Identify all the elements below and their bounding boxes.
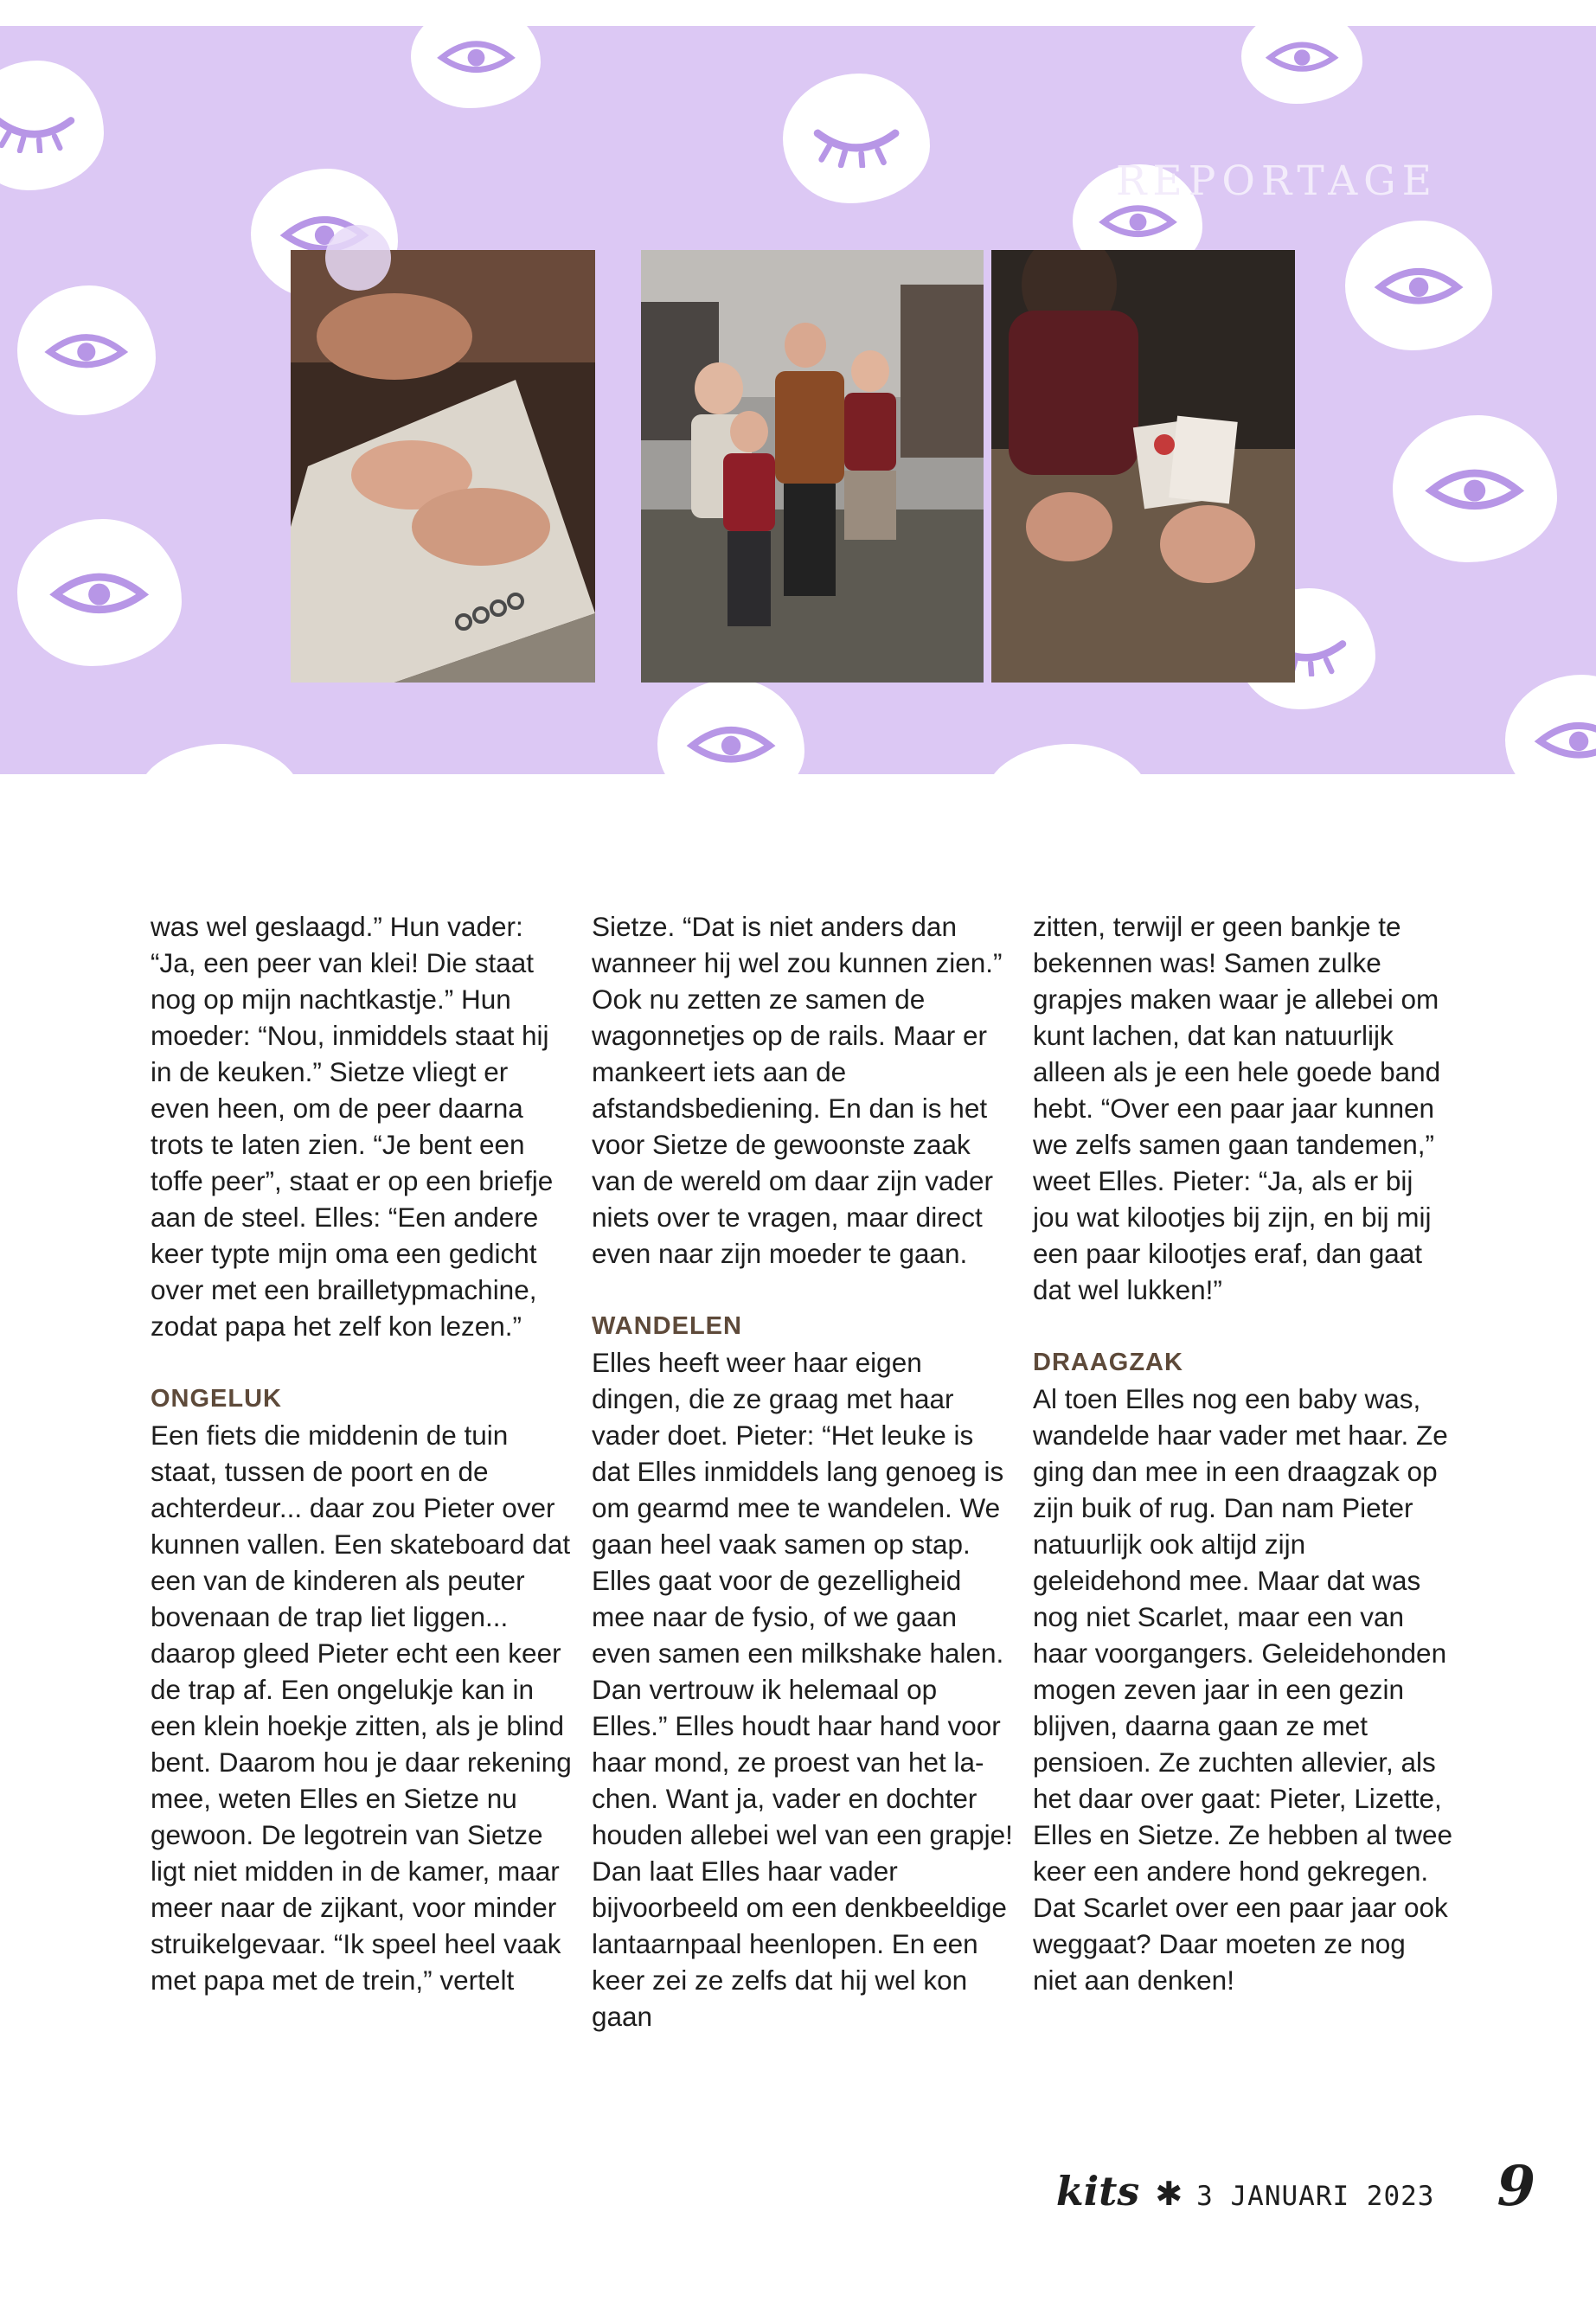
eye-blob — [17, 285, 156, 415]
open-eye-icon — [45, 560, 153, 625]
closed-eye-icon — [808, 109, 905, 167]
open-eye-icon — [683, 715, 779, 772]
article-column-2 — [592, 908, 1016, 2035]
section-heading: ONGELUK — [151, 1385, 282, 1413]
eye-blob — [1393, 415, 1557, 562]
issue-date: 3 JANUARI 2023 — [1196, 2181, 1435, 2212]
closed-eye-icon — [0, 98, 80, 152]
eye-blob — [657, 679, 804, 774]
paragraph: Elles heeft weer haar eigen dingen, die ze graag met haar vader doet. Pieter: “Het leuke is dat Elles inmiddels lang genoeg is om gearmd mee te wandelen. We gaan heel vaak samen op stap. Elles gaat voor de gezelligheid mee naar de fysio, of we gaan even samen een milkshake halen. Dan vertrouw ik helemaal op Elles.” Elles houdt haar hand voor haar mond, ze proest van het lachen. Want ja, vader en dochter houden allebei wel van een grapje! Dan laat Elles haar vader bijvoorbeeld om een denkbeeldige lantaarnpaal heenlopen. En een keer zei ze zelfs dat hij wel kon gaan — [592, 1347, 1013, 2032]
open-eye-icon — [41, 323, 132, 377]
open-eye-icon — [1420, 456, 1529, 521]
eye-blob — [783, 74, 930, 203]
article-column-3 — [1033, 908, 1457, 1998]
eye-blob — [138, 744, 303, 774]
closed-eye-icon — [166, 763, 274, 774]
paragraph: was wel geslaagd.” Hun vader: “Ja, een peer van klei! Die staat nog op mijn nachtkastje.” Hun moeder: “Nou, inmiddels staat hij in de keuken.” Sietze vliegt er even heen, om de peer daarna trots te laten zien. “Je bent een toffe peer”, staat er op een briefje aan de steel. Elles: “Een andere keer typte mijn oma een gedicht over met een brailletypmachine, zodat papa het zelf kon lezen.” — [151, 911, 554, 1342]
eye-blob — [986, 744, 1151, 774]
open-eye-icon — [1530, 710, 1596, 768]
closed-eye-icon — [1014, 763, 1122, 774]
paragraph: Sietze. “Dat is niet anders dan wanneer hij wel zou kunnen zien.” Ook nu zetten ze samen de wagonnetjes op de rails. Maar er mankeert iets aan de afstandsbediening. En dan is het voor Sietze de gewoonste zaak van de wereld om daar zijn vader niets over te vragen, maar direct even naar zijn moeder te gaan. — [592, 911, 1003, 1269]
paragraph: zitten, terwijl er geen bankje te bekennen was! Samen zulke grapjes maken waar je allebei om kunt lachen, dat kan natuurlijk alleen als je een hele goede band hebt. “Over een paar jaar kunnen we zelfs samen gaan tandemen,” weet Elles. Pieter: “Ja, als er bij jou wat kilootjes bij zijn, en bij mij een paar kilootjes eraf, dan gaat dat wel lukken!” — [1033, 911, 1441, 1305]
eye-blob — [0, 61, 104, 190]
article-column-1 — [151, 908, 574, 1998]
eye-blob — [1505, 675, 1596, 774]
photo-hands-braille-book — [291, 250, 595, 683]
section-heading: WANDELEN — [592, 1312, 742, 1340]
page-number: 9 — [1497, 2154, 1535, 2219]
open-eye-icon — [1262, 32, 1342, 80]
paragraph: Al toen Elles nog een baby was, wandelde haar vader met haar. Ze ging dan mee in een draagzak op zijn buik of rug. Dan nam Pieter natuurlijk ook altijd zijn geleidehond mee. Maar dat was nog niet Scarlet, maar een van haar voorgangers. Geleidehonden mogen zeven jaar in een gezin blijven, daarna gaan ze met pensioen. Ze zuchten allevier, als het daar over gaat: Pieter, Lizette, Elles en Sietze. Ze hebben al twee keer een andere hond gekregen. Dat Scarlet over een paar jaar ook weggaat? Daar moeten ze nog niet aan denken! — [1033, 1383, 1453, 1996]
photo-family-garden — [641, 250, 984, 683]
eye-blob — [17, 519, 182, 666]
eye-blob — [1241, 26, 1362, 104]
photo-card-game — [991, 250, 1295, 683]
eye-blob — [1345, 221, 1492, 350]
magazine-logo: kits — [1055, 2168, 1140, 2214]
paragraph: Een fiets die middenin de tuin staat, tussen de poort en de achterdeur... daar zou Pieter over kunnen vallen. Een skateboard dat een van de kinderen als peuter bovenaan de trap liet liggen... daarop gleed Pieter echt een keer de trap af. Een ongelukje kan in een klein hoekje zitten, als je blind bent. Daarom hou je daar rekening mee, weten Elles en Sietze nu gewoon. De legotrein van Sietze ligt niet midden in de kamer, maar meer naar de zijkant, voor minder struikelgevaar. “Ik speel heel vaak met papa met de trein,” vertelt — [151, 1420, 572, 1996]
asterisk-icon: ✱ — [1155, 2176, 1183, 2213]
page-footer — [1056, 2154, 1535, 2219]
open-eye-icon — [433, 30, 519, 81]
circle-accent — [325, 225, 391, 291]
section-heading: DRAAGZAK — [1033, 1349, 1183, 1376]
eye-blob — [411, 26, 541, 108]
section-label: REPORTAGE — [1116, 157, 1438, 205]
open-eye-icon — [1370, 256, 1467, 314]
